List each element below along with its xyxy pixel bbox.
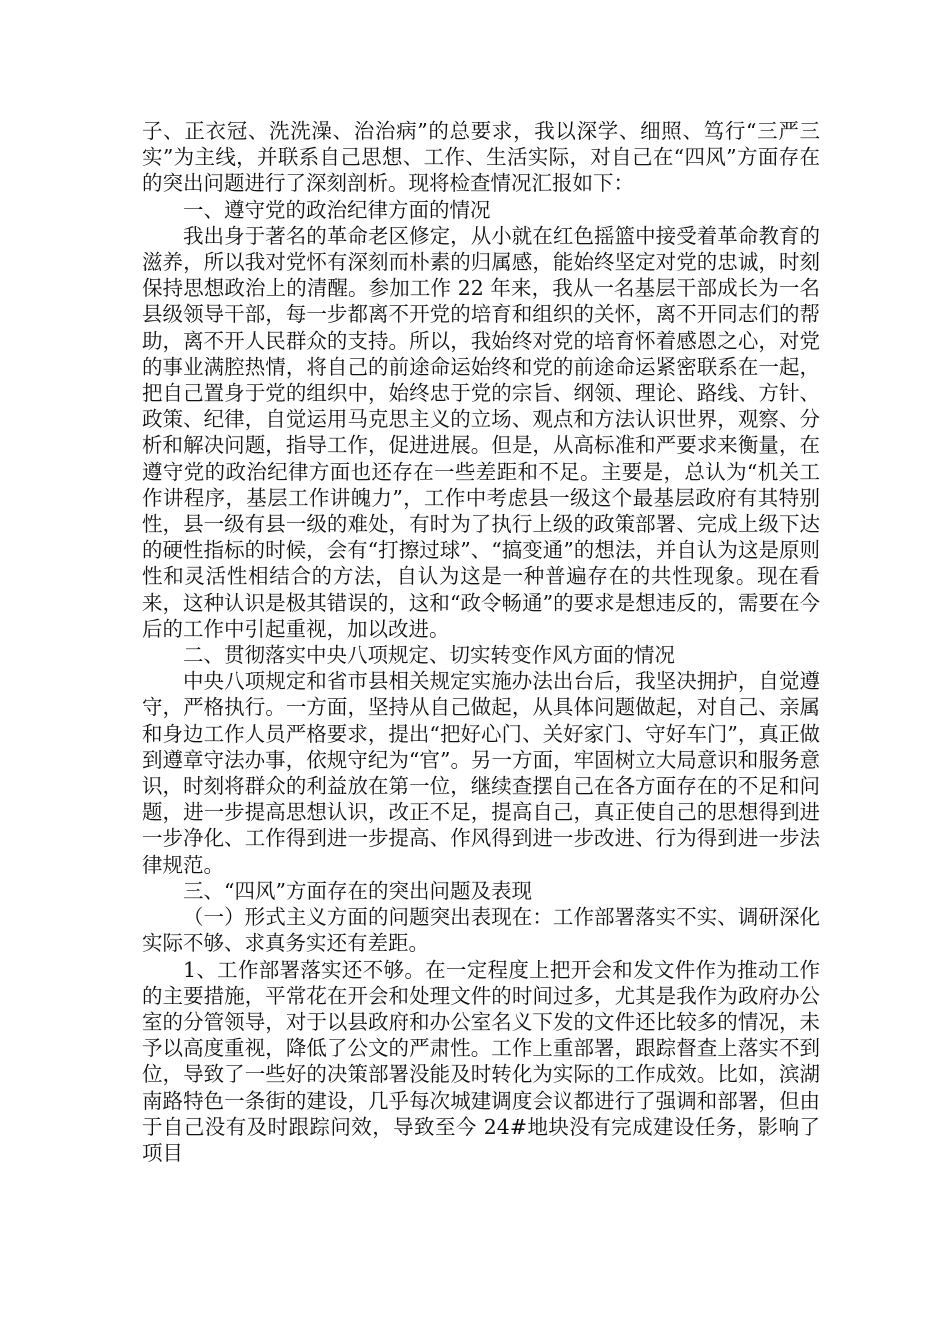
section-heading-1: 一、遵守党的政治纪律方面的情况 xyxy=(183,197,491,222)
section-heading-3: 三、“四风”方面存在的突出问题及表现 xyxy=(183,878,532,903)
document-body xyxy=(142,118,820,1166)
paragraph-item-1: 1、工作部署落实还不够。在一定程度上把开会和发文件作为推动工作的主要措施，平常花在开会和处理文件的时间过多，尤其是我作为政府办公室的分管领导，对于以县政府和办公室名义下发的文件还比较多的情况，未予以高度重视，降低了公文的严肃性。工作上重部署，跟踪督查上落实不到位，导致了一些好的决策部署没能及时转化为实际的工作成效。比如，滨湖南路特色一条街的建设，几乎每次城建调度会议都进行了强调和部署，但由于自己没有及时跟踪问效，导致至今 24#地块没有完成建设任务，影响了项目 xyxy=(142,957,820,1165)
paragraph-section-2: 中央八项规定和省市县相关规定实施办法出台后，我坚决拥护，自觉遵守，严格执行。一方面，坚持从自己做起，从具体问题做起，对自己、亲属和身边工作人员严格要求，提出“把好心门、关好家门、守好车门”，真正做到遵章守法办事，依规守纪为“官”。另一方面，牢固树立大局意识和服务意识，时刻将群众的利益放在第一位，继续查摆自己在各方面存在的不足和问题，进一步提高思想认识，改正不足，提高自己，真正使自己的思想得到进一步净化、工作得到进一步提高、作风得到进一步改进、行为得到进一步法律规范。 xyxy=(142,669,820,877)
paragraph-section-1: 我出身于著名的革命老区修定，从小就在红色摇篮中接受着革命教育的滋养，所以我对党怀有深刻而朴素的归属感，能始终坚定对党的忠诚，时刻保持思想政治上的清醒。参加工作 22 年来，我从一名基层干部成长为一名县级领导干部，每一步都离不开党的培育和组织的关怀，离不开同志们的帮助，离不开人民群众的支持。所以，我始终对党的培育怀着感恩之心，对党的事业满腔热情，将自己的前途命运始终和党的前途命运紧密联系在一起，把自己置身于党的组织中，始终忠于党的宗旨、纲领、理论、路线、方针、政策、纪律，自觉运用马克思主义的立场、观点和方法认识世界，观察、分析和解决问题，指导工作，促进进展。但是，从高标准和严要求来衡量，在遵守党的政治纪律方面也还存在一些差距和不足。主要是，总认为“机关工作讲程序，基层工作讲魄力”，工作中考虑县一级这个最基层政府有其特别性，县一级有县一级的难处，有时为了执行上级的政策部署、完成上级下达的硬性指标的时候，会有“打擦过球”、“搞变通”的想法，并自认为这是原则性和灵活性相结合的方法，自认为这是一种普遍存在的共性现象。现在看来，这种认识是极其错误的，这和“政令畅通”的要求是想违反的，需要在今后的工作中引起重视，加以改进。 xyxy=(142,223,820,641)
section-heading-2: 二、贯彻落实中央八项规定、切实转变作风方面的情况 xyxy=(183,643,675,668)
paragraph-subsection-1: （一）形式主义方面的问题突出表现在：工作部署落实不实、调研深化实际不够、求真务实还有差距。 xyxy=(142,905,820,956)
paragraph-intro: 子、正衣冠、洗洗澡、治治病”的总要求，我以深学、细照、笃行“三严三实”为主线，并联系自己思想、工作、生活实际，对自己在“四风”方面存在的突出问题进行了深刻剖析。现将检查情况汇报如下： xyxy=(142,119,820,196)
